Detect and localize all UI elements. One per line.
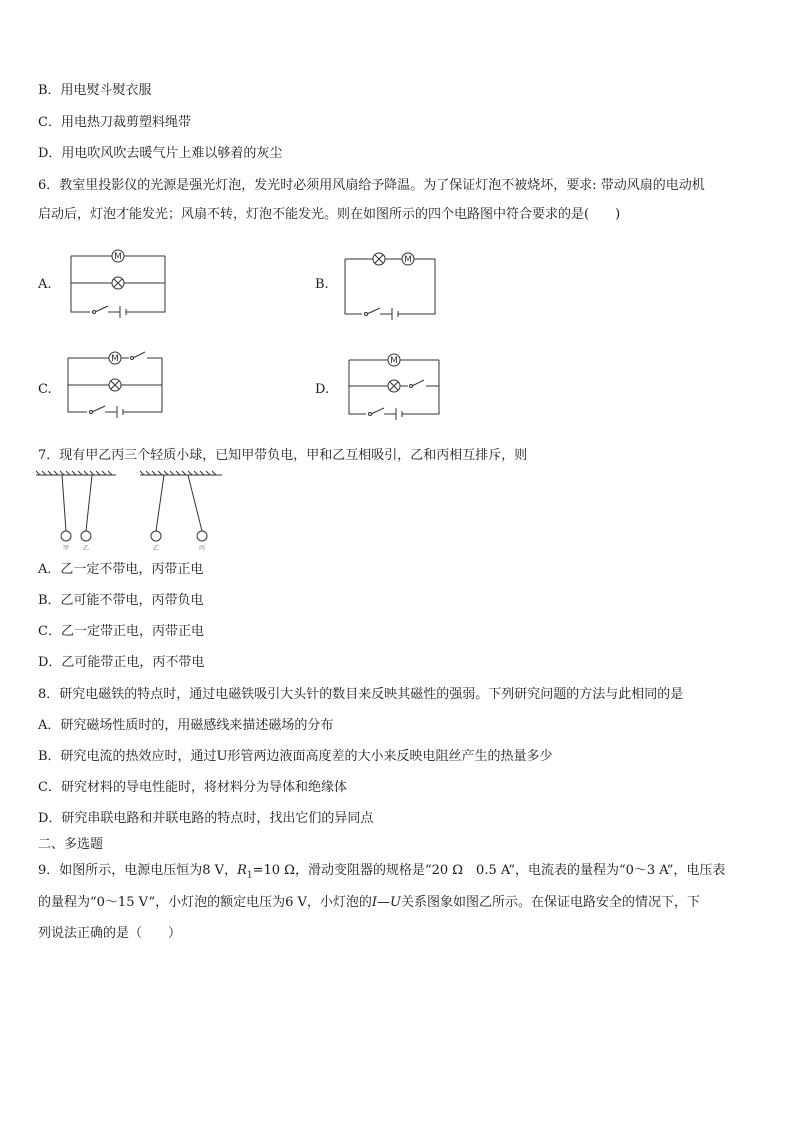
motor-symbol: M — [111, 354, 119, 364]
q5-option-d: D．用电吹风吹去暖气片上难以够着的灰尘 — [38, 146, 283, 161]
resistor-subscript: 1 — [246, 870, 253, 881]
label-yi-left: 乙 — [82, 545, 90, 552]
lamp-icon — [373, 253, 385, 265]
circuit-diagram-c — [67, 350, 163, 422]
ball-yi-right — [151, 531, 161, 541]
thread-yi-left — [86, 475, 92, 531]
q8-option-a: A．研究磁场性质时的，用磁感线来描述磁场的分布 — [38, 718, 334, 733]
q7-stem: 7．现有甲乙丙三个轻质小球，已知甲带负电，甲和乙互相吸引，乙和丙相互排斥，则 — [38, 448, 528, 463]
q9-line2-part1: 的量程为“0～15 V”，小灯泡的额定电压为6 V，小灯泡的 — [38, 895, 372, 910]
thread-jia — [62, 475, 66, 531]
label-yi-right: 乙 — [152, 545, 160, 552]
resistor-symbol: R — [237, 863, 247, 878]
q7-option-a: A．乙一定不带电，丙带正电 — [38, 562, 204, 577]
motor-symbol: M — [404, 255, 412, 265]
ceiling-left — [36, 471, 116, 475]
q9-stem-line2 — [38, 894, 700, 912]
lamp-icon — [388, 380, 400, 392]
motor-symbol: M — [390, 356, 398, 366]
lamp-icon — [109, 379, 121, 391]
ball-yi-left — [81, 531, 91, 541]
q8-option-b: B．研究电流的热效应时，通过U形管两边液面高度差的大小来反映电阻丝产生的热量多少 — [38, 749, 553, 764]
q5-option-b: B．用电熨斗熨衣服 — [38, 83, 152, 98]
iu-symbol: I—U — [371, 895, 401, 910]
q8-stem: 8．研究电磁铁的特点时，通过电磁铁吸引大头针的数目来反映其磁性的强弱。下列研究问题的方法与此相同的是 — [38, 687, 684, 702]
q6-option-c-label: C. — [38, 382, 52, 397]
q9-line1-part1: 9．如图所示，电源电压恒为8 V， — [38, 863, 238, 878]
circuit-diagram-a — [70, 246, 166, 320]
label-jia: 甲 — [62, 545, 70, 552]
q6-option-b-label: B. — [315, 277, 329, 292]
circuit-diagram-d — [348, 352, 440, 424]
lamp-icon — [112, 277, 124, 289]
q8-option-d: D．研究串联电路和并联电路的特点时，找出它们的异同点 — [38, 811, 374, 826]
q7-option-b: B．乙可能不带电，丙带负电 — [38, 593, 204, 608]
circuit-diagram-b — [344, 252, 436, 322]
ceiling-right — [140, 471, 222, 475]
q6-option-d-label: D. — [315, 382, 330, 397]
label-bing: 丙 — [198, 545, 206, 552]
thread-bing — [188, 475, 202, 531]
q9-stem-line1 — [38, 862, 725, 885]
motor-symbol: M — [114, 252, 122, 262]
q9-line2-part2: 关系图象如图乙所示。在保证电路安全的情况下，下 — [401, 895, 701, 910]
section-heading: 二、多选题 — [38, 837, 104, 852]
q7-option-d: D．乙可能带正电，丙不带电 — [38, 655, 205, 670]
q9-stem-line3: 列说法正确的是（ ） — [38, 926, 182, 941]
q5-option-c: C．用电热刀裁剪塑料绳带 — [38, 115, 191, 130]
q6-option-a-label: A. — [38, 277, 52, 292]
thread-yi-right — [156, 475, 164, 531]
q6-stem-line2: 启动后，灯泡才能发光；风扇不转，灯泡不能发光。则在如图所示的四个电路图中符合要求的是( ) — [38, 207, 621, 222]
hanging-balls-figure — [36, 470, 222, 554]
ball-jia — [61, 531, 71, 541]
q7-option-c: C．乙一定带正电，丙带正电 — [38, 624, 204, 639]
q9-line1-part2: =10 Ω，滑动变阻器的规格是“20 Ω 0.5 A”，电流表的量程为“0～3 A”，电压表 — [252, 863, 726, 878]
ball-bing — [197, 531, 207, 541]
q6-stem-line1: 6．教室里投影仪的光源是强光灯泡，发光时必须用风扇给予降温。为了保证灯泡不被烧坏，要求: 带动风扇的电动机 — [38, 178, 705, 193]
q8-option-c: C．研究材料的导电性能时，将材料分为导体和绝缘体 — [38, 780, 347, 795]
